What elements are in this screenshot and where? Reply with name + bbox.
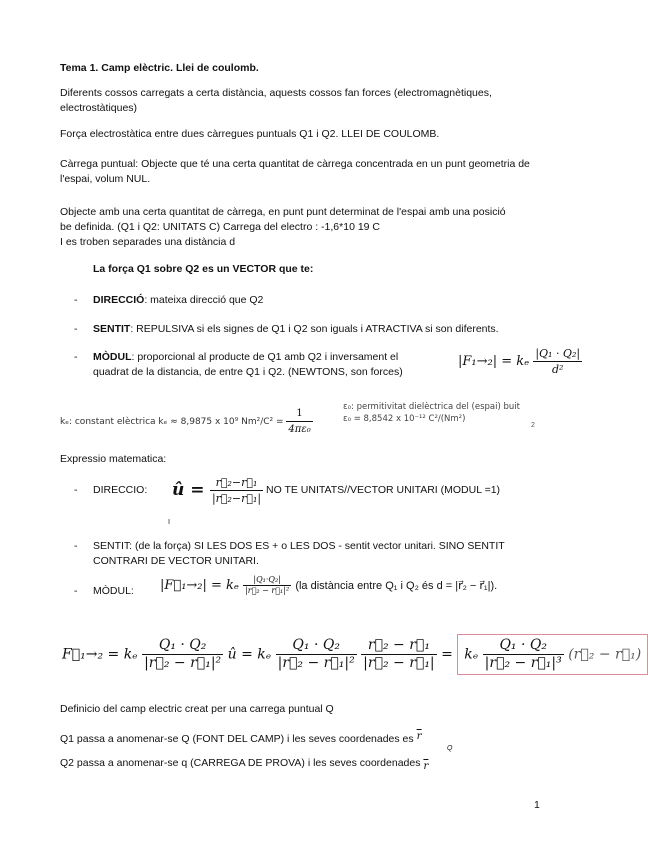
ke-definition	[60, 406, 313, 437]
box-tail: (r⃗₂ − r⃗₁)	[568, 646, 642, 663]
paragraph-coulomb: Força electrostàtica entre dues càrregues puntuals Q1 i Q2. LLEI DE COULOMB.	[60, 128, 440, 140]
big-f1-num: Q₁ · Q₂	[142, 637, 223, 655]
box-lhs: kₑ	[464, 646, 479, 663]
paragraph-objecte-line1: Objecte amb una certa quantitat de càrrega, en punt punt determinat de l'espai amb una posició	[60, 206, 506, 218]
big-fraction-3	[361, 637, 436, 672]
big-lhs: F⃗₁→₂ = kₑ	[62, 646, 138, 663]
formula-modul	[458, 346, 582, 377]
bullet-dash: -	[74, 351, 78, 363]
big-f2-num: Q₁ · Q₂	[276, 637, 357, 655]
expressio-heading: Expressio matematica:	[60, 453, 167, 465]
page-title: Tema 1. Camp elèctric. Llei de coulomb.	[60, 62, 259, 74]
modul-fraction	[243, 575, 291, 596]
q1-r-vector: $\overline{r}$	[416, 730, 422, 742]
q1-subscript: Q	[447, 745, 453, 752]
q1-text: Q1 passa a anomenar-se Q (FONT DEL CAMP) i les seves coordenades es	[60, 733, 414, 745]
paragraph-objecte-line3: I es troben separades una distància d	[60, 236, 236, 248]
unit-fraction	[210, 475, 263, 506]
sentit-line1: SENTIT: (de la força) SI LES DOS ES + o LES DOS - sentit vector unitari. SINO SENTIT	[93, 540, 505, 552]
bullet-dash: -	[74, 585, 78, 597]
bullet-text: : REPULSIVA si els signes de Q1 i Q2 son iguals i ATRACTIVA si son diferents.	[130, 323, 499, 335]
subheading-vector: La força Q1 sobre Q2 es un VECTOR que te:	[93, 263, 314, 275]
q2-text: Q2 passa a anomenar-se q (CARREGA DE PROVA) i les seves coordenades	[60, 757, 421, 769]
big-mid: û = kₑ	[227, 646, 272, 663]
modul-note: (la distància entre Q₁ i Q₂ és d = |r⃗₂ − r⃗₁|).	[295, 580, 498, 592]
q2-r-vector: $\overline{r}$	[423, 760, 429, 772]
eps-definition	[343, 401, 520, 425]
modul-denominator: |r⃗₂ − r⃗₁|²	[245, 586, 290, 595]
sentit-line2: CONTRARI DE VECTOR UNITARI.	[93, 555, 259, 567]
unit-note: NO TE UNITATS//VECTOR UNITARI (MODUL =1)	[266, 484, 501, 496]
coulomb-vector-formula	[62, 634, 648, 675]
definicio-camp: Definicio del camp electric creat per una carrega puntual Q	[60, 703, 334, 715]
paragraph-objecte-line2: be definida. (Q1 i Q2: UNITATS C) Carrega del electro : -1,6*10 19 C	[60, 221, 380, 233]
eps-line2: ε₀ = 8,8542 x 10⁻¹² C²/(Nm²)	[343, 414, 466, 424]
bullet-dash: -	[74, 294, 78, 306]
direccio-label: DIRECCIO:	[93, 484, 148, 496]
bullet-text: : mateixa direcció que Q2	[144, 294, 264, 306]
bullet-dash: -	[74, 540, 78, 552]
modul-formula	[160, 575, 497, 596]
paragraph-intro: Diferents cossos carregats a certa distància, aquests cossos fan forces (electromagnètiques, electrostàtiques)	[60, 87, 492, 114]
modul-numerator: |Q₁·Q₂|	[243, 575, 291, 586]
paragraph-carrega-puntual: Càrrega puntual: Objecte que té una certa quantitat de càrrega concentrada en un punt geometria de l'espai, volum NUL.	[60, 158, 530, 185]
big-fraction-4	[483, 637, 564, 672]
formula-denominator: d²	[551, 363, 564, 376]
q1-line	[60, 732, 422, 747]
unit-lhs: û =	[172, 480, 205, 500]
ke-denominator: 4πε₀	[288, 424, 311, 435]
page-number: 1	[534, 799, 540, 811]
stray-mark: ι	[168, 516, 170, 526]
bullet-label: MÒDUL	[93, 351, 132, 363]
bullet-modul	[93, 350, 398, 365]
eps-subscript: 2	[531, 422, 535, 429]
big-fraction-2	[276, 637, 357, 672]
bullet-modul-line2: quadrat de la distancia, de entre Q1 i Q2. (NEWTONS, son forces)	[93, 366, 403, 378]
eps-line1: ε₀: permitivitat dielèctrica del (espai) buit	[343, 402, 520, 412]
ke-numerator: 1	[286, 406, 312, 422]
bullet-sentit	[93, 322, 499, 337]
bullet-direccio	[93, 293, 263, 308]
bullet-text: : proporcional al producte de Q1 amb Q2 i inversament el	[131, 351, 399, 363]
big-f4-num: Q₁ · Q₂	[483, 637, 564, 655]
boxed-result	[457, 634, 648, 675]
bullet-label: DIRECCIÓ	[93, 294, 145, 306]
unit-numerator: r⃗₂−r⃗₁	[210, 475, 263, 491]
ke-fraction	[286, 406, 312, 437]
unit-vector-formula	[172, 475, 263, 506]
q2-line	[60, 756, 428, 771]
bullet-dash: -	[74, 323, 78, 335]
big-f3-den: |r⃗₂ − r⃗₁|	[363, 655, 435, 671]
modul-lhs: |F⃗₁→₂| = kₑ	[160, 578, 239, 593]
formula-numerator: |Q₁ · Q₂|	[535, 347, 581, 360]
bullet-dash: -	[74, 484, 78, 496]
big-f2-den: |r⃗₂ − r⃗₁|²	[277, 655, 355, 671]
ke-text: kₑ: constant elèctrica kₑ ≈ 8,9875 x 10⁹ Nm²/C² =	[60, 417, 284, 427]
bullet-label: SENTIT	[93, 323, 131, 335]
big-f3-num: r⃗₂ − r⃗₁	[361, 637, 436, 655]
unit-denominator: |r⃗₂−r⃗₁|	[211, 492, 262, 505]
formula-lhs: |F₁→₂| = kₑ	[458, 354, 530, 369]
big-f4-den: |r⃗₂ − r⃗₁|³	[484, 655, 562, 671]
modul-label: MÒDUL:	[93, 585, 134, 597]
big-fraction-1	[142, 637, 223, 672]
big-f1-den: |r⃗₂ − r⃗₁|²	[144, 655, 222, 671]
big-equals: =	[441, 646, 453, 663]
formula-fraction	[533, 346, 582, 377]
